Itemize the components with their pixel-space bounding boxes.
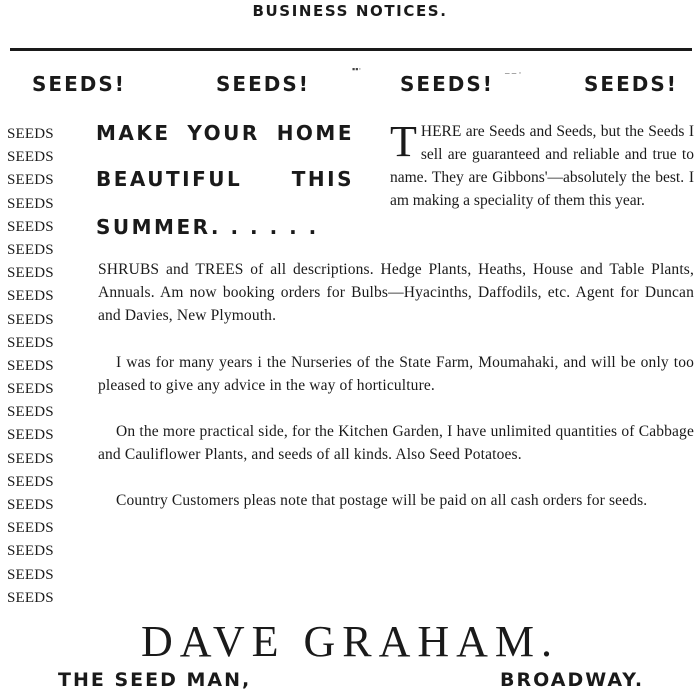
section-heading: BUSINESS NOTICES. <box>252 2 448 20</box>
side-seeds-word: SEEDS <box>7 566 54 583</box>
print-speck: ‒ ‒ · <box>505 68 522 78</box>
divider-rule <box>10 48 692 51</box>
advertiser-name: DAVE GRAHAM. <box>140 617 560 666</box>
side-seeds-word: SEEDS <box>7 404 54 421</box>
advertiser-title: THE SEED MAN, <box>58 669 252 691</box>
headline-word: BEAUTIFUL <box>96 167 243 191</box>
advertiser-location: BROADWAY. <box>500 669 645 691</box>
intro-text: HERE are Seeds and Seeds, but the Seeds I sell are guaranteed and reliable and true to name. They are Gibbons'—absolutely the best. I am making a speciality of them this year. <box>390 123 694 209</box>
side-seeds-word: SEEDS <box>7 218 54 235</box>
banner-word: SEEDS! <box>400 72 494 96</box>
headline-word: MAKE <box>96 121 171 145</box>
headline-word: THIS <box>291 167 354 191</box>
side-seeds-word: SEEDS <box>7 172 54 189</box>
banner-word: SEEDS! <box>584 72 678 96</box>
side-seeds-word: SEEDS <box>7 450 54 467</box>
intro-paragraph <box>390 117 694 212</box>
paragraph-nurseries: I was for many years i the Nurseries of the State Farm, Moumahaki, and will be only too pleased to give any advice in the way of horticulture. <box>98 353 694 394</box>
side-seeds-word: SEEDS <box>7 126 54 142</box>
seeds-side-column <box>7 123 87 610</box>
print-speck: ▪▪· <box>352 64 362 74</box>
side-seeds-word: SEEDS <box>7 149 54 166</box>
side-seeds-word: SEEDS <box>7 520 54 537</box>
banner-word: SEEDS! <box>32 72 126 96</box>
headline-word: HOME <box>276 121 354 145</box>
side-seeds-word: SEEDS <box>7 381 54 398</box>
paragraph-shrubs: SHRUBS and TREES of all descriptions. Hedge Plants, Heaths, House and Table Plants, Annuals. Am now booking orders for Bulbs—Hyacinths, Daffodils, etc. Agent for Duncan and Davies, New Plymouth. <box>98 261 694 325</box>
side-seeds-word: SEEDS <box>7 195 54 212</box>
drop-cap: T <box>390 117 417 166</box>
side-seeds-word: SEEDS <box>7 265 54 282</box>
paragraph-kitchen-garden: On the more practical side, for the Kitchen Garden, I have unlimited quantities of Cabbage and Cauliflower Plants, and seeds of all kinds. Also Seed Potatoes. <box>98 423 694 464</box>
side-seeds-word: SEEDS <box>7 473 54 490</box>
headline-word: YOUR <box>187 121 260 145</box>
side-seeds-word: SEEDS <box>7 311 54 328</box>
side-seeds-word: SEEDS <box>7 288 54 305</box>
side-seeds-word: SEEDS <box>7 241 54 258</box>
side-seeds-word: SEEDS <box>7 334 54 351</box>
side-seeds-word: SEEDS <box>7 543 54 560</box>
side-seeds-word: SEEDS <box>7 589 54 606</box>
paragraph-country-customers: Country Customers pleas note that postage will be paid on all cash orders for seeds. <box>116 492 648 510</box>
side-seeds-word: SEEDS <box>7 497 54 513</box>
headline-word: SUMMER. . . . . . <box>96 215 319 239</box>
banner-word: SEEDS! <box>216 72 310 96</box>
body-text <box>98 258 694 513</box>
seeds-banner <box>0 72 700 102</box>
side-seeds-word: SEEDS <box>7 357 54 374</box>
side-seeds-word: SEEDS <box>7 427 54 444</box>
